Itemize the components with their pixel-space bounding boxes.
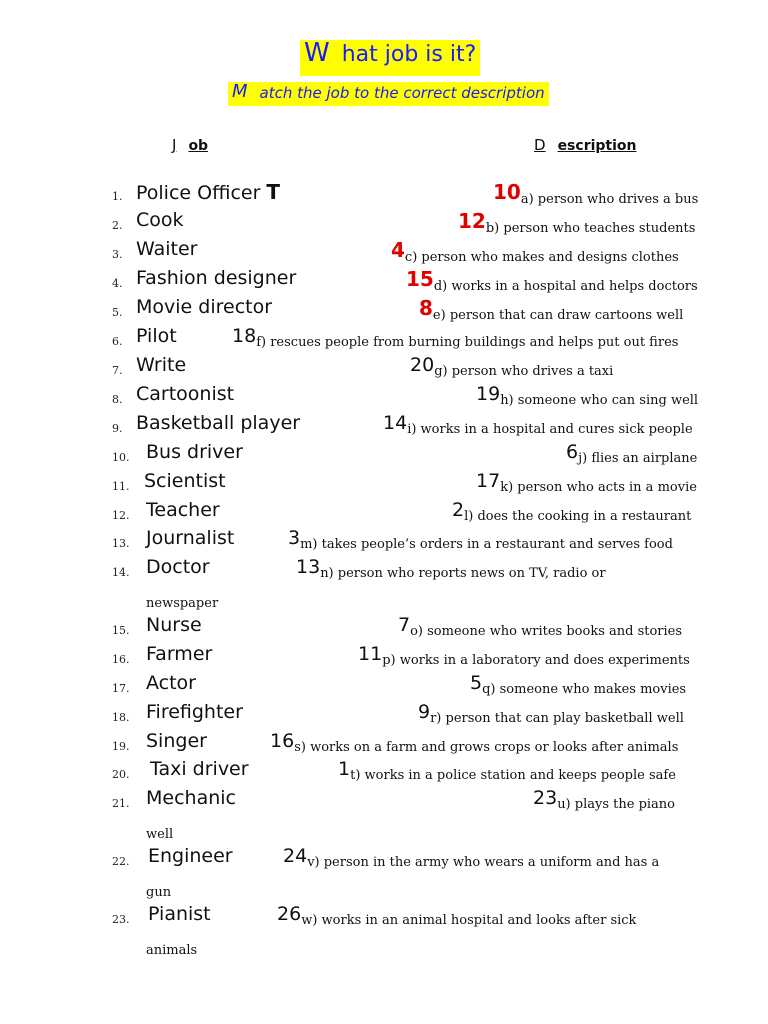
answer-and-description [283,845,660,870]
worksheet-title [300,40,480,76]
job-header-initial: J [172,136,177,154]
row-number: 16. [112,653,130,666]
description-text: t) works in a police station and keeps people safe [350,768,676,783]
answer-and-description [270,730,679,755]
row-number: 13. [112,537,130,550]
description-text: e) person that can draw cartoons well [432,308,684,323]
row-number: 20. [112,768,130,781]
description-text: a) person who drives a bus [520,192,699,207]
answer-and-description [476,470,697,495]
job-name [146,701,243,723]
answer-and-description [383,412,693,437]
row-number: 17. [112,682,130,695]
answer-and-description [566,441,698,466]
answer-and-description [358,643,690,668]
description-text: p) works in a laboratory and does experiments [382,653,690,668]
job-name [136,267,296,289]
job-name-text: Taxi driver [150,758,249,780]
answer-number: 13 [296,556,321,578]
answer-number: 19 [476,383,501,405]
answer-and-description [406,267,698,294]
job-name-text: Fashion designer [136,267,297,289]
answer-and-description [338,758,676,783]
answer-and-description [296,556,606,581]
answer-and-description [452,499,692,524]
answer-number: 11 [358,643,383,665]
job-name-text: Doctor [146,556,210,578]
row-number: 4. [112,277,123,290]
job-name-text: Engineer [148,845,233,867]
answer-number: 14 [383,412,408,434]
row-number: 6. [112,335,123,348]
row-number: 9. [112,422,123,435]
answer-number: 23 [533,787,558,809]
row-number: 2. [112,219,123,232]
answer-and-description [391,238,679,265]
description-column-header [534,136,637,154]
description-text: m) takes people’s orders in a restaurant and serves food [300,537,673,552]
job-name [136,325,177,347]
description-text: i) works in a hospital and cures sick people [407,422,693,437]
job-name [136,238,197,260]
job-name [136,209,184,231]
answer-and-description [493,180,699,207]
job-name [148,845,233,867]
job-name [148,903,211,925]
job-name [136,383,234,405]
job-header-rest: ob [188,138,209,154]
description-text: s) works on a farm and grows crops or looks after animals [294,740,679,755]
job-name-text: Write [136,354,187,376]
row-number: 1. [112,190,123,203]
row-number: 19. [112,740,130,753]
job-column-header [172,136,208,154]
description-continuation: well [146,827,174,842]
title-initial: W [304,38,330,68]
answer-and-description [288,527,673,552]
job-name [146,499,220,521]
description-continuation: newspaper [146,596,219,611]
answer-number: 7 [398,614,411,636]
description-header-rest: escription [557,138,637,154]
job-name-text: Police Officer [136,182,261,204]
row-number: 12. [112,509,130,522]
job-name-text: Mechanic [146,787,236,809]
answer-and-description [470,672,687,697]
job-name-text: Pianist [148,903,211,925]
job-name [146,787,236,809]
job-name-text: Cook [136,209,184,231]
row-number: 3. [112,248,123,261]
job-name-text: Waiter [136,238,198,260]
answer-number: 5 [470,672,483,694]
answer-and-description [533,787,675,812]
job-name [146,556,210,578]
description-continuation: animals [146,943,198,958]
job-name-text: Bus driver [146,441,243,463]
job-name [146,643,212,665]
job-name-text: Movie director [136,296,273,318]
row-number: 15. [112,624,130,637]
answer-number: 16 [270,730,295,752]
answer-number: 6 [566,441,579,463]
description-text: j) flies an airplane [578,451,698,466]
answer-and-description [232,325,679,350]
description-continuation: gun [146,885,172,900]
job-name [136,296,272,318]
answer-and-description [277,903,637,928]
job-name [146,441,243,463]
worksheet-instructions [228,82,549,106]
job-name-text: Cartoonist [136,383,235,405]
description-text: c) person who makes and designs clothes [404,250,679,265]
job-name-text: Teacher [146,499,220,521]
job-name [150,758,249,780]
description-text: k) person who acts in a movie [500,480,697,495]
answer-number: 10 [493,180,521,204]
job-name-text: Singer [146,730,207,752]
answer-number: 20 [410,354,435,376]
handwritten-mark: T [266,180,281,204]
job-name-text: Basketball player [136,412,301,434]
answer-and-description [419,296,684,323]
job-name [146,527,234,549]
job-name [136,412,300,434]
answer-number: 1 [338,758,351,780]
row-number: 10. [112,451,130,464]
description-text: q) someone who makes movies [482,682,687,697]
answer-number: 2 [452,499,465,521]
description-text: d) works in a hospital and helps doctors [433,279,698,294]
answer-number: 18 [232,325,257,347]
answer-number: 12 [458,209,486,233]
answer-and-description [476,383,699,408]
row-number: 7. [112,364,123,377]
description-header-initial: D [534,136,546,154]
answer-and-description [458,209,696,236]
answer-number: 17 [476,470,501,492]
title-rest: hat job is it? [341,42,477,67]
instructions-initial: M [232,81,248,102]
answer-number: 8 [419,296,433,320]
job-name-text: Journalist [146,527,235,549]
description-text: b) person who teaches students [485,221,696,236]
row-number: 14. [112,566,130,579]
answer-and-description [398,614,683,639]
answer-number: 24 [283,845,308,867]
job-name-text: Nurse [146,614,202,636]
job-name-text: Pilot [136,325,177,347]
answer-and-description [418,701,684,726]
row-number: 5. [112,306,123,319]
instructions-rest: atch the job to the correct description [259,84,545,102]
description-text: h) someone who can sing well [500,393,699,408]
job-name [136,180,280,204]
description-text: w) works in an animal hospital and looks after sick [301,913,637,928]
job-name [146,672,196,694]
job-name [146,614,202,636]
description-text: n) person who reports news on TV, radio or [320,566,606,581]
answer-and-description [410,354,614,379]
row-number: 8. [112,393,123,406]
row-number: 18. [112,711,130,724]
description-text: l) does the cooking in a restaurant [464,509,692,524]
answer-number: 3 [288,527,301,549]
job-name-text: Farmer [146,643,213,665]
job-name-text: Scientist [144,470,226,492]
row-number: 22. [112,855,130,868]
row-number: 11. [112,480,130,493]
answer-number: 4 [391,238,405,262]
row-number: 21. [112,797,130,810]
description-text: v) person in the army who wears a uniform and has a [307,855,660,870]
job-name-text: Actor [146,672,196,694]
row-number: 23. [112,913,130,926]
answer-number: 9 [418,701,431,723]
description-text: f) rescues people from burning buildings and helps put out fires [256,335,679,350]
description-text: o) someone who writes books and stories [410,624,683,639]
job-name-text: Firefighter [146,701,243,723]
job-name [136,354,186,376]
description-text: u) plays the piano [557,797,675,812]
job-name [144,470,226,492]
description-text: g) person who drives a taxi [434,364,614,379]
description-text: r) person that can play basketball well [430,711,684,726]
answer-number: 26 [277,903,302,925]
job-name [146,730,207,752]
answer-number: 15 [406,267,434,291]
